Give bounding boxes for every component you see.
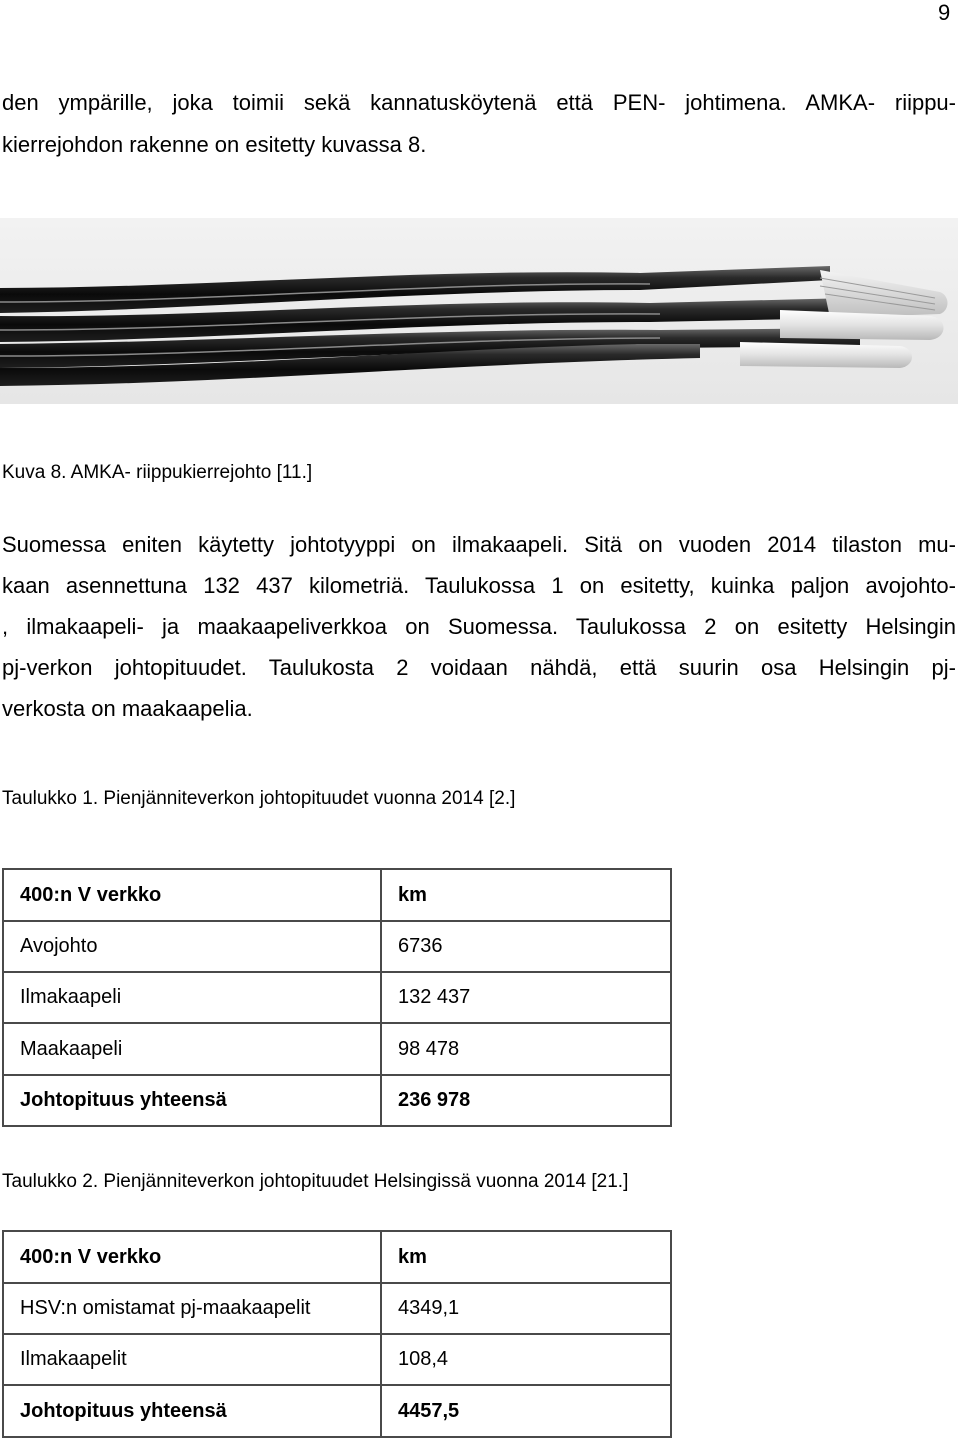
- table2: [2, 1230, 672, 1438]
- text-line: Suomessa eniten käytetty johtotyyppi on ilmakaapeli. Sitä on vuoden 2014 tilaston mu-: [2, 532, 956, 557]
- table-cell: Johtopituus yhteensä: [3, 1385, 381, 1437]
- table-row: [3, 1283, 671, 1334]
- text-line: kaan asennettuna 132 437 kilometriä. Taulukossa 1 on esitetty, kuinka paljon avojohto-: [2, 573, 956, 598]
- text-line: verkosta on maakaapelia.: [2, 696, 253, 721]
- table-cell: 132 437: [381, 972, 671, 1023]
- table-cell: 236 978: [381, 1075, 671, 1126]
- table-header-row: [3, 1231, 671, 1283]
- table-cell: 98 478: [381, 1023, 671, 1075]
- table-row: [3, 1334, 671, 1385]
- table-cell: 4349,1: [381, 1283, 671, 1334]
- table-cell: Avojohto: [3, 921, 381, 972]
- table-cell: 400:n V verkko: [3, 1231, 381, 1283]
- table-cell: Maakaapeli: [3, 1023, 381, 1075]
- text-line: den ympärille, joka toimii sekä kannatusköytenä että PEN- johtimena. AMKA- riippu-: [2, 90, 956, 115]
- table-total-row: [3, 1385, 671, 1437]
- cable-figure: [0, 218, 958, 404]
- table-cell: 400:n V verkko: [3, 869, 381, 921]
- table-cell: HSV:n omistamat pj-maakaapelit: [3, 1283, 381, 1334]
- table-cell: 4457,5: [381, 1385, 671, 1437]
- table2-caption: Taulukko 2. Pienjänniteverkon johtopituudet Helsingissä vuonna 2014 [21.]: [2, 1171, 629, 1192]
- text-line: , ilmakaapeli- ja maakaapeliverkkoa on Suomessa. Taulukossa 2 on esitetty Helsingin: [2, 614, 956, 639]
- table-header-row: [3, 869, 671, 921]
- table-cell: km: [381, 1231, 671, 1283]
- text-line: kierrejohdon rakenne on esitetty kuvassa 8.: [2, 132, 427, 157]
- page-number: 9: [938, 0, 951, 25]
- amka-cable-image: [0, 218, 958, 404]
- table-row: [3, 972, 671, 1023]
- figure-caption: Kuva 8. AMKA- riippukierrejohto [11.]: [2, 462, 313, 483]
- table1: [2, 868, 672, 1127]
- table-cell: km: [381, 869, 671, 921]
- text-line: pj-verkon johtopituudet. Taulukosta 2 voidaan nähdä, että suurin osa Helsingin pj-: [2, 655, 956, 680]
- table1-caption: Taulukko 1. Pienjänniteverkon johtopituudet vuonna 2014 [2.]: [2, 788, 516, 809]
- table-cell: Ilmakaapeli: [3, 972, 381, 1023]
- table-total-row: [3, 1075, 671, 1126]
- table-row: [3, 1023, 671, 1075]
- table-row: [3, 921, 671, 972]
- table-cell: Ilmakaapelit: [3, 1334, 381, 1385]
- table-cell: 108,4: [381, 1334, 671, 1385]
- table-cell: Johtopituus yhteensä: [3, 1075, 381, 1126]
- table-cell: 6736: [381, 921, 671, 972]
